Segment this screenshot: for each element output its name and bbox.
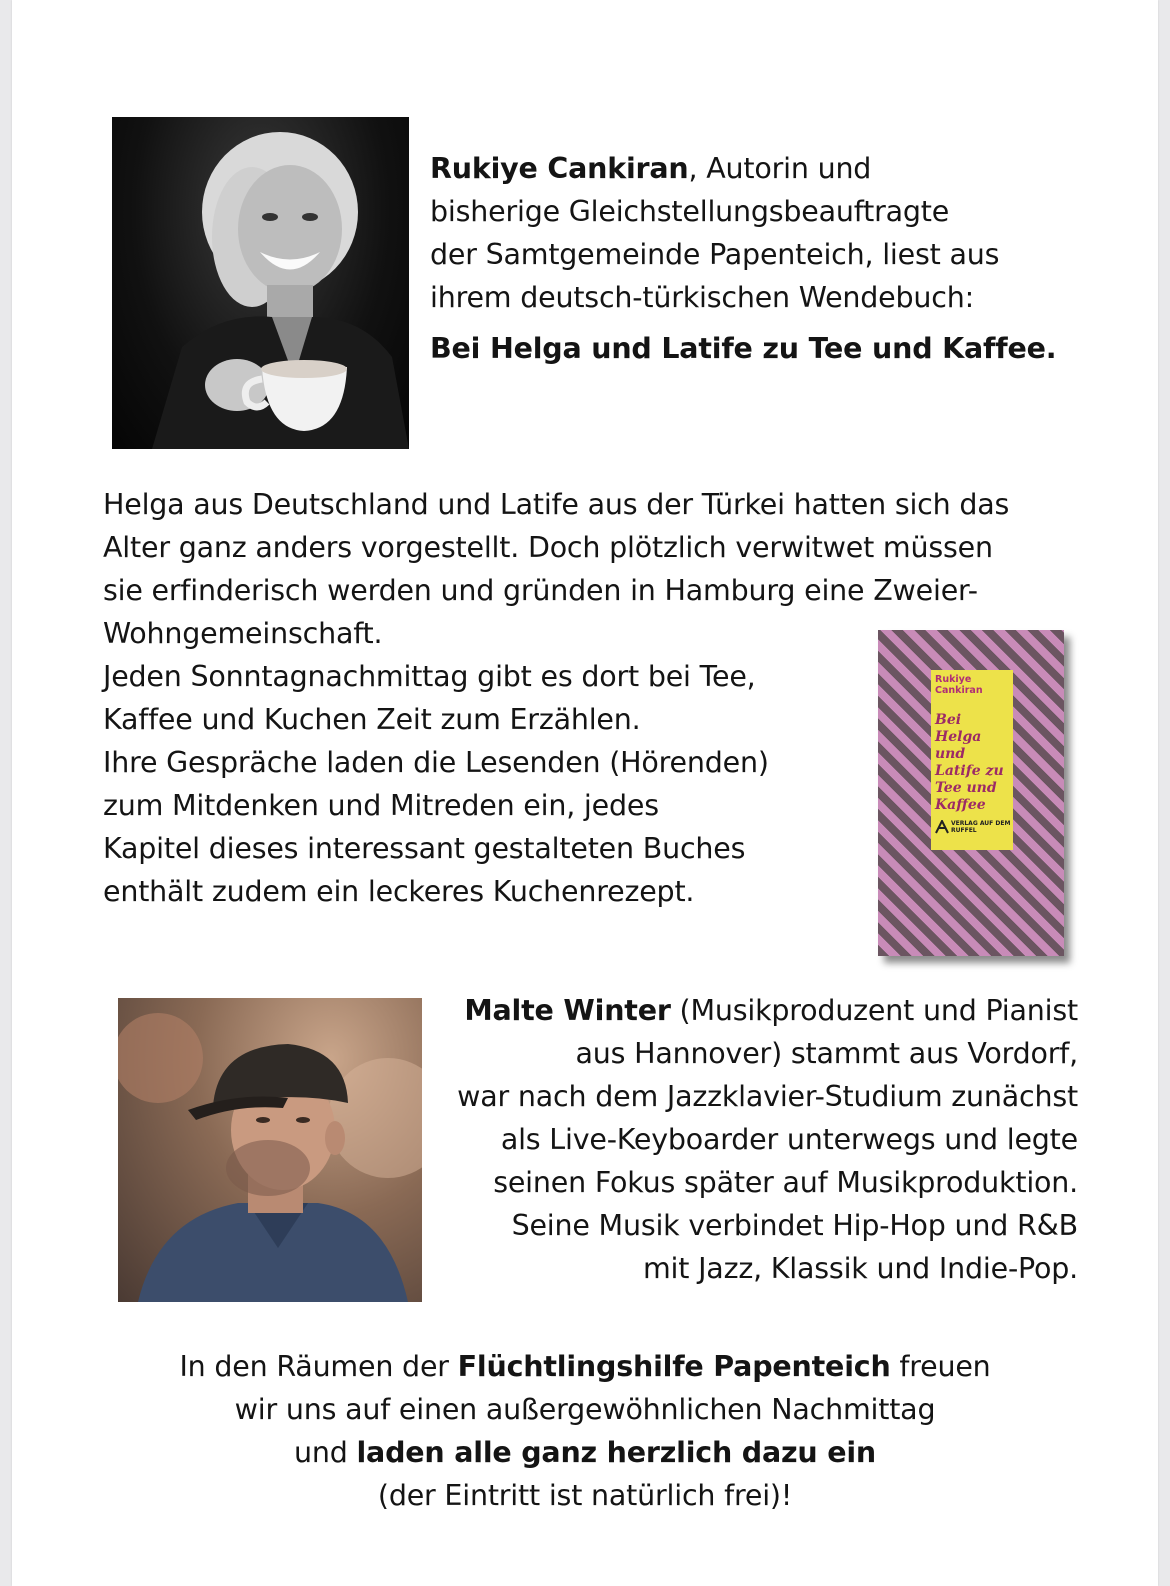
description-line: Wohngemeinschaft. — [103, 617, 383, 650]
author-photo — [112, 117, 409, 449]
description-line: Alter ganz anders vorgestellt. Doch plötzlich verwitwet müssen — [103, 531, 993, 564]
invitation-text: freuen — [890, 1350, 991, 1383]
book-cover-publisher: VERLAG AUF DEM RUFFEL — [951, 820, 1011, 834]
description-line: sie erfinderisch werden und gründen in Hamburg eine Zweier- — [103, 574, 978, 607]
author-intro — [430, 147, 1070, 370]
description-line: Helga aus Deutschland und Latife aus der Türkei hatten sich das — [103, 488, 1010, 521]
invitation-text: und — [293, 1436, 357, 1469]
book-cover — [878, 630, 1064, 956]
musician-line: war nach dem Jazzklavier-Studium zunächst — [457, 1080, 1078, 1113]
book-title: Bei Helga und Latife zu Tee und Kaffee. — [430, 332, 1057, 365]
author-intro-line-3: der Samtgemeinde Papenteich, liest aus — [430, 238, 1000, 271]
description-line: Kaffee und Kuchen Zeit zum Erzählen. — [103, 703, 641, 736]
description-line: zum Mitdenken und Mitreden ein, jedes — [103, 789, 659, 822]
invitation-emphasis: laden alle ganz herzlich dazu ein — [356, 1436, 876, 1469]
description-line: Ihre Gespräche laden die Lesenden (Hörenden) — [103, 746, 769, 779]
book-cover-author: Rukiye Cankiran — [935, 674, 983, 696]
musician-line: aus Hannover) stammt aus Vordorf, — [575, 1037, 1078, 1070]
musician-name: Malte Winter — [464, 994, 671, 1027]
book-cover-title: Bei Helga und Latife zu Tee und Kaffee — [935, 712, 1004, 813]
organisation-name: Flüchtlingshilfe Papenteich — [457, 1350, 891, 1383]
invitation-text: In den Räumen der — [179, 1350, 458, 1383]
author-intro-line-1: , Autorin und — [688, 152, 872, 185]
invitation — [52, 1345, 1118, 1517]
musician-line: Seine Musik verbindet Hip-Hop und R&B — [511, 1209, 1078, 1242]
musician-line-1: (Musikproduzent und Pianist — [670, 994, 1078, 1027]
description-line: Jeden Sonntagnachmittag gibt es dort bei Tee, — [103, 660, 756, 693]
musician-line: als Live-Keyboarder unterwegs und legte — [500, 1123, 1078, 1156]
invitation-line-4: (der Eintritt ist natürlich frei)! — [377, 1479, 793, 1512]
musician-bio — [412, 989, 1078, 1290]
description-line: enthält zudem ein leckeres Kuchenrezept. — [103, 875, 695, 908]
flyer-page — [12, 0, 1158, 1586]
musician-line: mit Jazz, Klassik und Indie-Pop. — [642, 1252, 1078, 1285]
description-line: Kapitel dieses interessant gestalteten Buches — [103, 832, 746, 865]
author-intro-line-4: ihrem deutsch-türkischen Wendebuch: — [430, 281, 974, 314]
author-name: Rukiye Cankiran — [430, 152, 689, 185]
invitation-line-2: wir uns auf einen außergewöhnlichen Nachmittag — [234, 1393, 936, 1426]
book-cover-label — [931, 670, 1013, 850]
musician-photo — [118, 998, 422, 1302]
publisher-logo-icon — [935, 820, 949, 834]
musician-line: seinen Fokus später auf Musikproduktion. — [493, 1166, 1078, 1199]
author-intro-line-2: bisherige Gleichstellungsbeauftragte — [430, 195, 950, 228]
